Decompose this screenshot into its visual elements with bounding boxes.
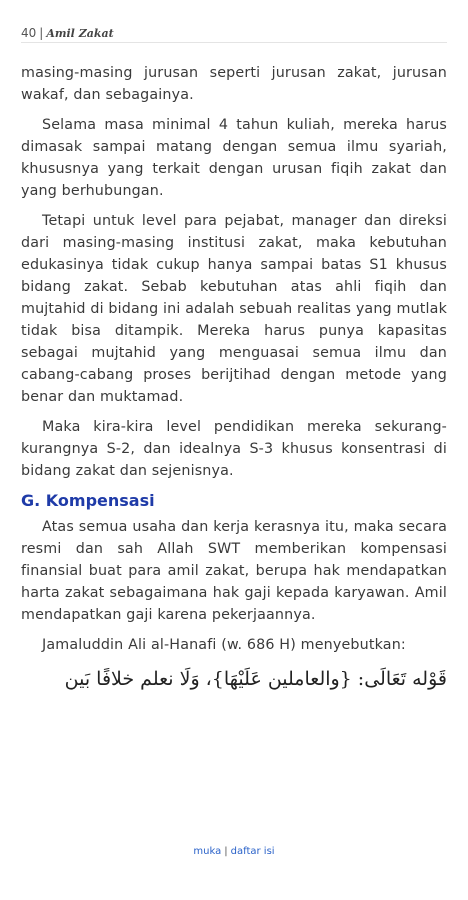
paragraph-3: Tetapi untuk level para pejabat, manager dan direksi dari masing-masing institusi zakat, maka kebutuhan edukasinya tidak cukup hanya sampai batas S1 khusus bidang zakat. Sebab kebutuhan atas ahli fiqih dan mujtahid di bidang ini adalah sebuah realitas yang mutlak tidak bisa ditampik. Mereka harus punya kapasitas sebagai mujtahid yang menguasai semua ilmu dan cabang-cabang proses berijtihad dengan metode yang benar dan muktamad.	[21, 213, 447, 405]
page-header	[21, 22, 447, 43]
arabic-quote: قَوْله تَعَالَى: {والعاملين عَلَيْهَا}، وَلَا نعلم خلافًا بَين	[64, 668, 447, 690]
paragraph-6: Jamaluddin Ali al-Hanafi (w. 686 H) menyebutkan:	[42, 637, 406, 653]
paragraph-2: Selama masa minimal 4 tahun kuliah, mereka harus dimasak sampai matang dengan semua ilmu syariah, khususnya yang terkait dengan urusan fiqih zakat dan yang berhubungan.	[21, 117, 447, 199]
paragraph-4: Maka kira-kira level pendidikan mereka sekurang-kurangnya S-2, dan idealnya S-3 khusus konsentrasi di bidang zakat dan sejenisnya.	[21, 419, 447, 479]
header-separator: |	[39, 26, 44, 40]
page-footer	[0, 846, 468, 857]
section-heading: G. Kompensasi	[21, 491, 155, 510]
book-title: Amil Zakat	[46, 27, 114, 40]
paragraph-1: masing-masing jurusan seperti jurusan zakat, jurusan wakaf, dan sebagainya.	[21, 65, 447, 103]
page-content	[21, 62, 447, 694]
home-link[interactable]: muka	[193, 846, 222, 857]
page-number: 40	[21, 26, 37, 40]
paragraph-5: Atas semua usaha dan kerja kerasnya itu, maka secara resmi dan sah Allah SWT memberikan kompensasi finansial buat para amil zakat, berupa hak mendapatkan harta zakat sebagaimana hak gaji kepada karyawan. Amil mendapatkan gaji karena pekerjaannya.	[21, 519, 447, 623]
footer-separator: |	[224, 846, 228, 857]
table-of-contents-link[interactable]: daftar isi	[230, 846, 275, 857]
